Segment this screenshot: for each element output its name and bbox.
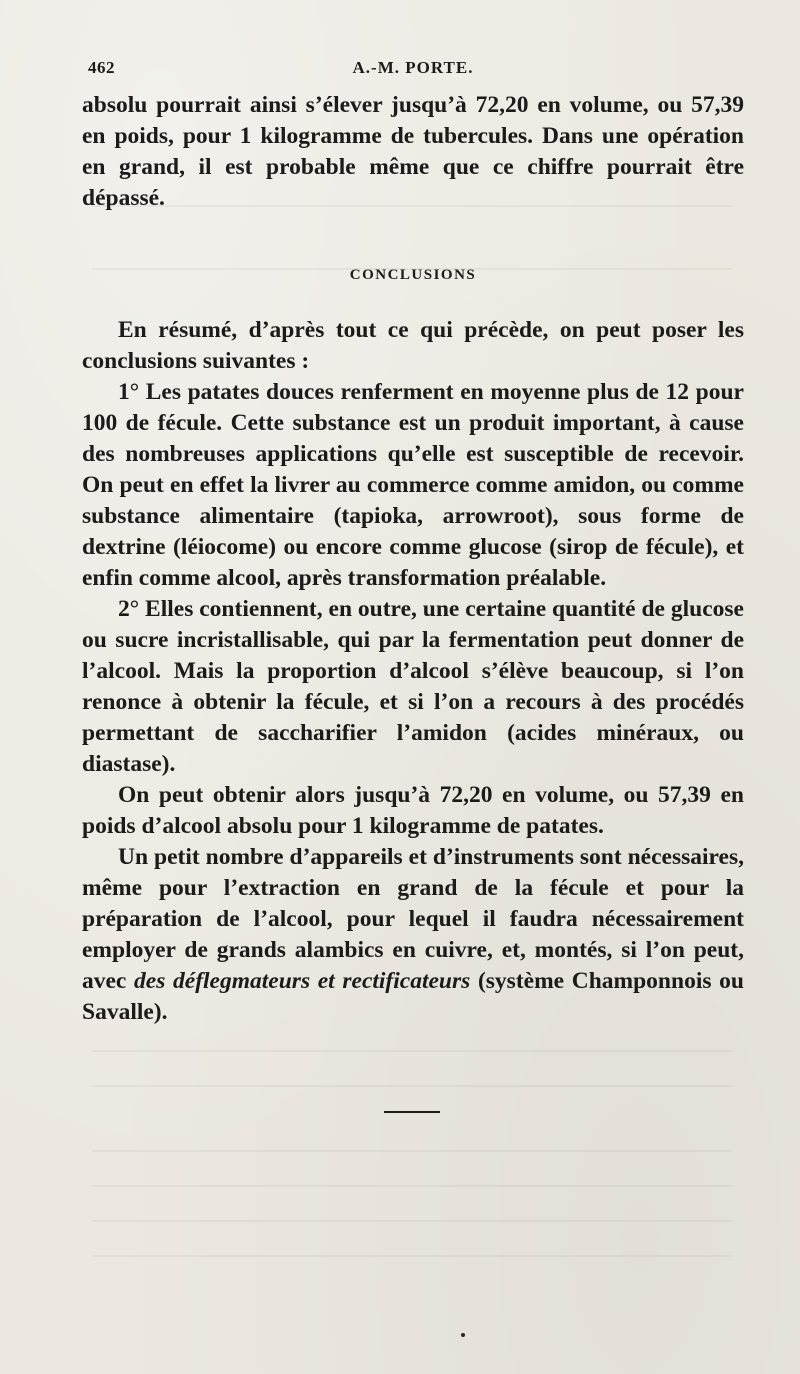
page-number: 462 (88, 58, 115, 77)
paragraph-yield: On peut obtenir alors jusqu’à 72,20 en volume, ou 57,39 en poids d’alcool absolu pour 1 kilogramme de patates. (82, 782, 744, 839)
running-head (88, 58, 738, 88)
show-through-line (92, 1150, 732, 1152)
paragraph-conclusion-1: 1° Les patates douces renferment en moyenne plus de 12 pour 100 de fécule. Cette substance est un produit important, à cause des nombreuses applications qu’elle est susceptible de recevoir. On peut en effet la livrer au commerce comme amidon, ou comme substance alimentaire (tapioka, arrowroot), sous forme de dextrine (léiocome) ou encore comme glucose (sirop de fécule), et enfin comme alcool, après transformation préalable. (82, 379, 744, 591)
paragraph-equipment (82, 842, 744, 1028)
paragraph-continuation: absolu pourrait ainsi s’élever jusqu’à 72,20 en volume, ou 57,39 en poids, pour 1 kilogramme de tubercules. Dans une opération en grand, il est probable même que ce chiffre pourrait être dépassé. (82, 92, 744, 211)
show-through-line (92, 1255, 732, 1257)
running-title: A.-M. PORTE. (352, 58, 474, 77)
end-rule (384, 1111, 440, 1113)
show-through-line (92, 1185, 732, 1187)
paragraph-intro: En résumé, d’après tout ce qui précède, on peut poser les conclusions suivantes : (82, 317, 744, 374)
paragraph-equipment-start: Un petit nombre d’appareils et d’instruments sont nécessaires, même pour l’extraction en grand de la fécule et pour la préparation de l’alcool, pour lequel il faudra nécessairement employer de grands alambics en cuivre, et, montés, si l’on peut, avec (82, 844, 744, 994)
paragraph-conclusion-2: 2° Elles contiennent, en outre, une certaine quantité de glucose ou sucre incristallisable, qui par la fermentation peut donner de l’alcool. Mais la proportion d’alcool s’élève beaucoup, si l’on renonce à obtenir la fécule, et si l’on a recours à des procédés permettant de saccharifier l’amidon (acides minéraux, ou diastase). (82, 596, 744, 777)
show-through-line (92, 1220, 732, 1222)
body-text (82, 90, 744, 1028)
paragraph-equipment-italic: des déflegmateurs et rectificateurs (134, 968, 471, 994)
show-through-line (92, 1050, 732, 1052)
section-heading: CONCLUSIONS (349, 267, 477, 283)
paragraph-equipment-end: (système Champonnois ou Savalle). (82, 968, 744, 1025)
show-through-line (92, 1085, 732, 1087)
ink-speck (461, 1333, 465, 1337)
